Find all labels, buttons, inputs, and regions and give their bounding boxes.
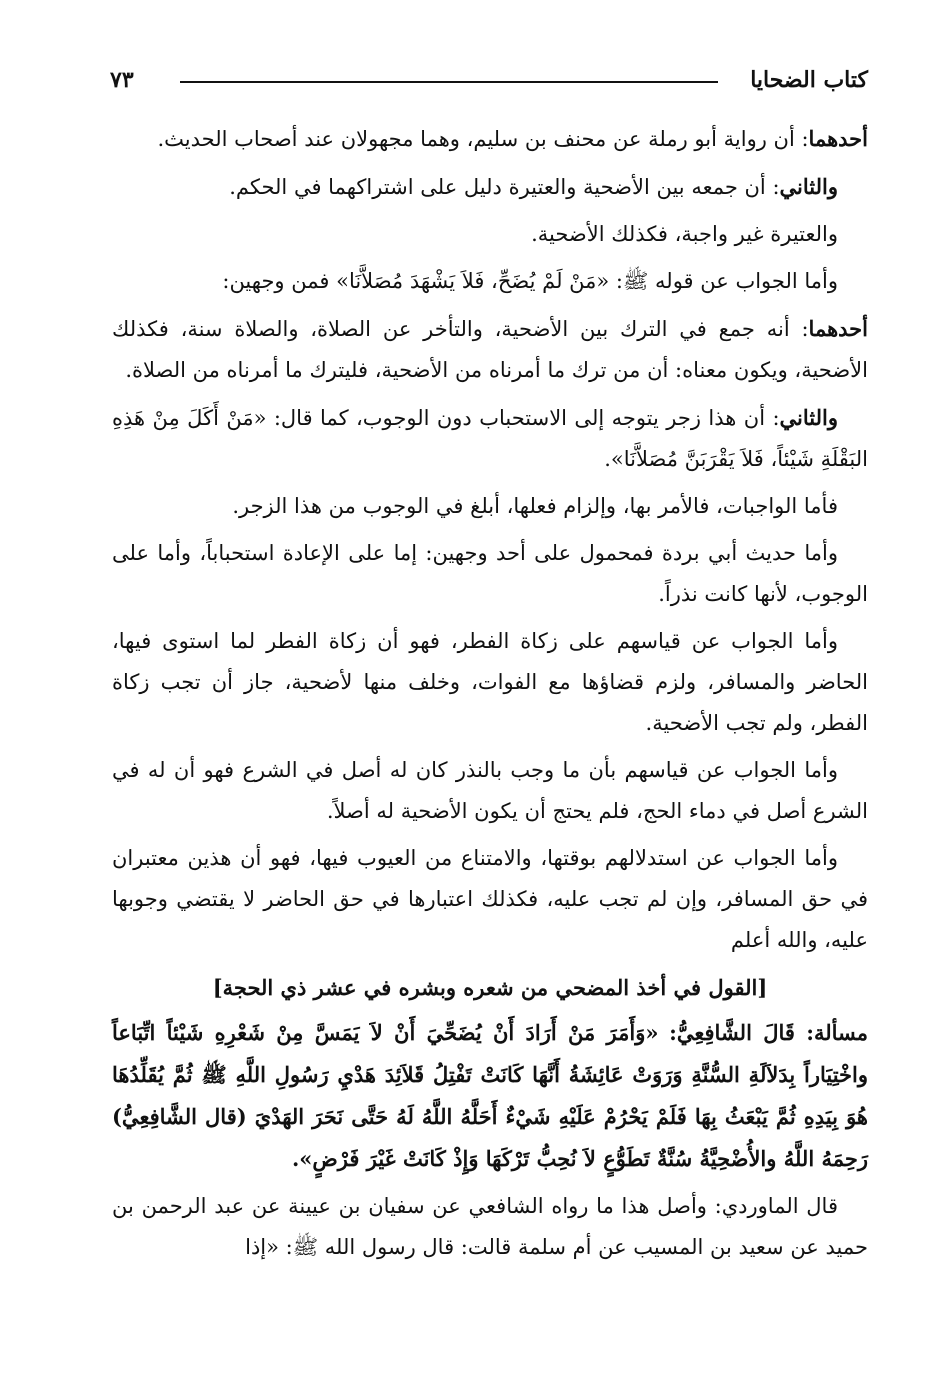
masala-paragraph	[112, 1012, 868, 1180]
paragraph-lead: أحدهما	[808, 126, 868, 151]
paragraph	[112, 838, 868, 961]
paragraph-text: فأما الواجبات، فالأمر بها، وإلزام فعلها، أبلغ في الوجوب من هذا الزجر.	[232, 494, 838, 518]
paragraph	[112, 166, 868, 208]
paragraph-text: وأما الجواب عن قياسهم بأن ما وجب بالنذر كان له أصل في الشرع فهو أن له في الشرع أصل في دماء الحج، فلم يحتج أن يكون الأضحية له أصلاً.	[112, 758, 868, 823]
page-number: ٧٣	[110, 67, 134, 93]
paragraph	[112, 214, 868, 255]
page-header	[110, 60, 868, 100]
masala-lead: مسألة: قَالَ الشَّافِعِيُّ:	[669, 1020, 868, 1045]
paragraph-lead: أحدهما	[808, 316, 868, 341]
paragraph	[112, 533, 868, 615]
header-rule	[180, 81, 718, 83]
paragraph	[112, 261, 868, 302]
paragraph	[112, 397, 868, 480]
paragraph-text: والعتيرة غير واجبة، فكذلك الأضحية.	[531, 222, 838, 246]
paragraph	[112, 118, 868, 160]
paragraph-text: وأما الجواب عن استدلالهم بوقتها، والامتناع من العيوب فيها، فهو أن هذين معتبران في حق المسافر، وإن لم تجب عليه، فكذلك اعتبارها في حق الحاضر لا يقتضي وجوبها عليه، والله أعلم	[112, 846, 868, 952]
paragraph	[112, 1186, 868, 1268]
paragraph-lead: والثاني	[779, 174, 838, 199]
section-heading: [القول في أخذ المضحي من شعره وبشره في عشر ذي الحجة]	[212, 975, 768, 1000]
page-body	[112, 118, 868, 1274]
masala-quote: «وَأَمَرَ مَنْ أَرَادَ أَنْ يُضَحِّيَ أَنْ لاَ يَمَسَّ مِنْ شَعْرِهِ شَيْئاً اتِّبَاعاً واخْتِيَاراً بِدَلاَلَةِ السُّنَّةِ وَرَوَتْ عَائِشَةُ أَنَّهَا كَانَتْ تَفْتِلُ قَلاَئِدَ هَدْيِ رَسُولِ اللَّهِ ﷺ ثُمَّ يُقَلِّدُهَا هُوَ بِيَدِهِ ثُمَّ يَبْعَثُ بِهَا فَلَمْ يَحْرُمْ عَلَيْهِ شَيْءٌ أَحَلَّهُ اللَّهُ لَهُ حَتَّى نَحَرَ الهَدْيَ (قال الشَّافِعِيُّ) رَحِمَهُ اللَّهُ والأُضْحِيَّةُ سُنَّةٌ تَطَوُّعٍ لاَ نُحِبُّ تَرْكَهَا وَإِذْ كَانَتْ غَيْرَ فَرْضٍ».	[112, 1020, 868, 1171]
paragraph-text: : أن هذا زجر يتوجه إلى الاستحباب دون الوجوب، كما قال: «مَنْ أَكَلَ مِنْ هَذِهِ البَقْلَةِ شَيْئاً، فَلاَ يَقْرَبَنَّ مُصَلاَّنَا».	[112, 406, 868, 471]
paragraph-text: قال الماوردي: وأصل هذا ما رواه الشافعي عن سفيان بن عيينة عن عبد الرحمن بن حميد عن سعيد بن المسيب عن أم سلمة قالت: قال رسول الله ﷺ: «إذا	[112, 1194, 868, 1259]
paragraph-text: : أن رواية أبو رملة عن محنف بن سليم، وهما مجهولان عند أصحاب الحديث.	[157, 127, 809, 151]
paragraph	[112, 621, 868, 744]
paragraph	[112, 308, 868, 391]
paragraph-lead: والثاني	[779, 405, 838, 430]
paragraph-text: : أن جمعه بين الأضحية والعتيرة دليل على اشتراكهما في الحكم.	[229, 175, 780, 199]
paragraph	[112, 486, 868, 527]
paragraph-text: : أنه جمع في الترك بين الأضحية، والتأخر عن الصلاة، والصلاة سنة، فكذلك الأضحية، ويكون معناه: أن من ترك ما أمرناه من الأضحية، فليترك ما أمرناه من الصلاة.	[112, 317, 868, 382]
paragraph-text: وأما حديث أبي بردة فمحمول على أحد وجهين: إما على الإعادة استحباباً، وأما على الوجوب، لأنها كانت نذراً.	[112, 541, 868, 606]
book-section-title: كتاب الضحايا	[750, 67, 868, 93]
paragraph-text: وأما الجواب عن قياسهم على زكاة الفطر، فهو أن زكاة الفطر لما استوى فيها، الحاضر والمسافر، ولزم قضاؤها مع الفوات، وخلف منها لأضحية، جاز أن تجب زكاة الفطر، ولم تجب الأضحية.	[112, 629, 868, 735]
paragraph-text: وأما الجواب عن قوله ﷺ: «مَنْ لَمْ يُضَحِّ، فَلاَ يَشْهَدَ مُصَلاَّنَا» فمن وجهين:	[222, 269, 838, 293]
paragraph	[112, 750, 868, 832]
